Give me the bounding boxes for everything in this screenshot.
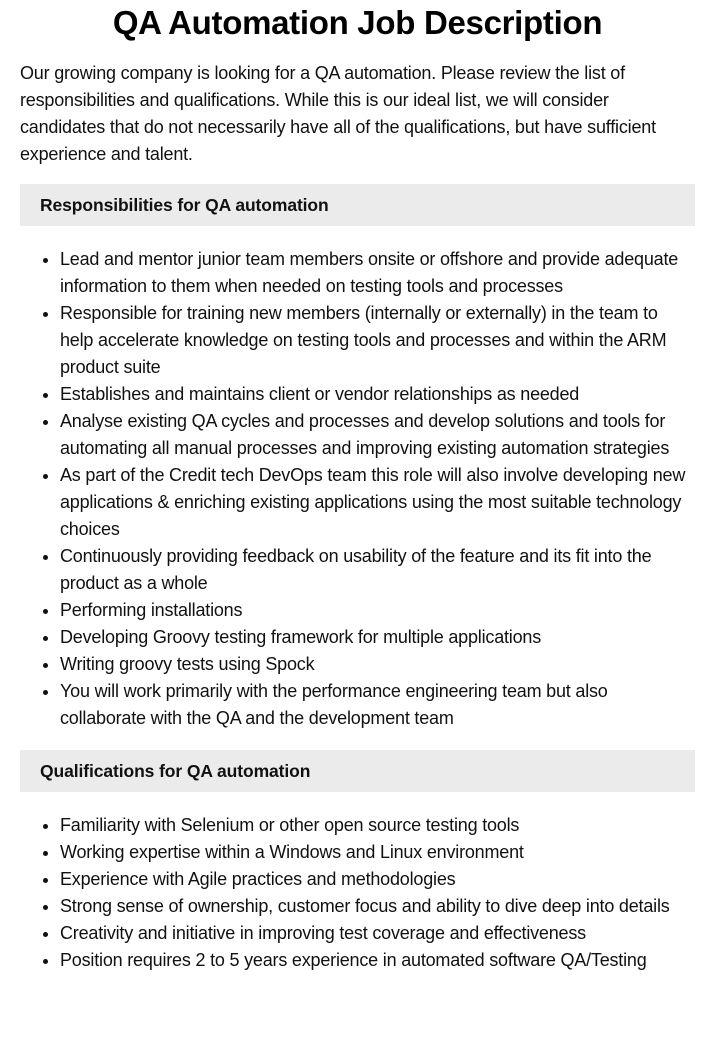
qualifications-list: [20, 812, 695, 974]
list-item: • Continuously providing feedback on usability of the feature and its fit into the product as a whole: [60, 543, 695, 597]
list-item: • You will work primarily with the performance engineering team but also collaborate with the QA and the development team: [60, 678, 695, 732]
list-item: • Position requires 2 to 5 years experience in automated software QA/Testing: [60, 947, 695, 974]
page-title: QA Automation Job Description: [112, 4, 603, 41]
responsibilities-list: [20, 246, 695, 732]
list-item: • Familiarity with Selenium or other open source testing tools: [60, 812, 695, 839]
list-item: • Responsible for training new members (internally or externally) in the team to help accelerate knowledge on testing tools and processes and within the ARM product suite: [60, 300, 695, 381]
intro-paragraph: Our growing company is looking for a QA automation. Please review the list of responsibilities and qualifications. While this is our ideal list, we will consider candidates that do not necessarily have all of the qualifications, but have sufficient experience and talent.: [20, 63, 656, 164]
qualifications-heading: Qualifications for QA automation: [20, 750, 695, 792]
list-item: • Writing groovy tests using Spock: [60, 651, 695, 678]
list-item: • Strong sense of ownership, customer focus and ability to dive deep into details: [60, 893, 695, 920]
list-item: • Lead and mentor junior team members onsite or offshore and provide adequate information to them when needed on testing tools and processes: [60, 246, 695, 300]
list-item: • Analyse existing QA cycles and processes and develop solutions and tools for automating all manual processes and improving existing automation strategies: [60, 408, 695, 462]
responsibilities-heading: Responsibilities for QA automation: [20, 184, 695, 226]
list-item: • Performing installations: [60, 597, 695, 624]
list-item: • Establishes and maintains client or vendor relationships as needed: [60, 381, 695, 408]
list-item: • Working expertise within a Windows and Linux environment: [60, 839, 695, 866]
list-item: • Creativity and initiative in improving test coverage and effectiveness: [60, 920, 695, 947]
list-item: • Experience with Agile practices and methodologies: [60, 866, 695, 893]
list-item: • As part of the Credit tech DevOps team this role will also involve developing new applications & enriching existing applications using the most suitable technology choices: [60, 462, 695, 543]
list-item: • Developing Groovy testing framework for multiple applications: [60, 624, 695, 651]
